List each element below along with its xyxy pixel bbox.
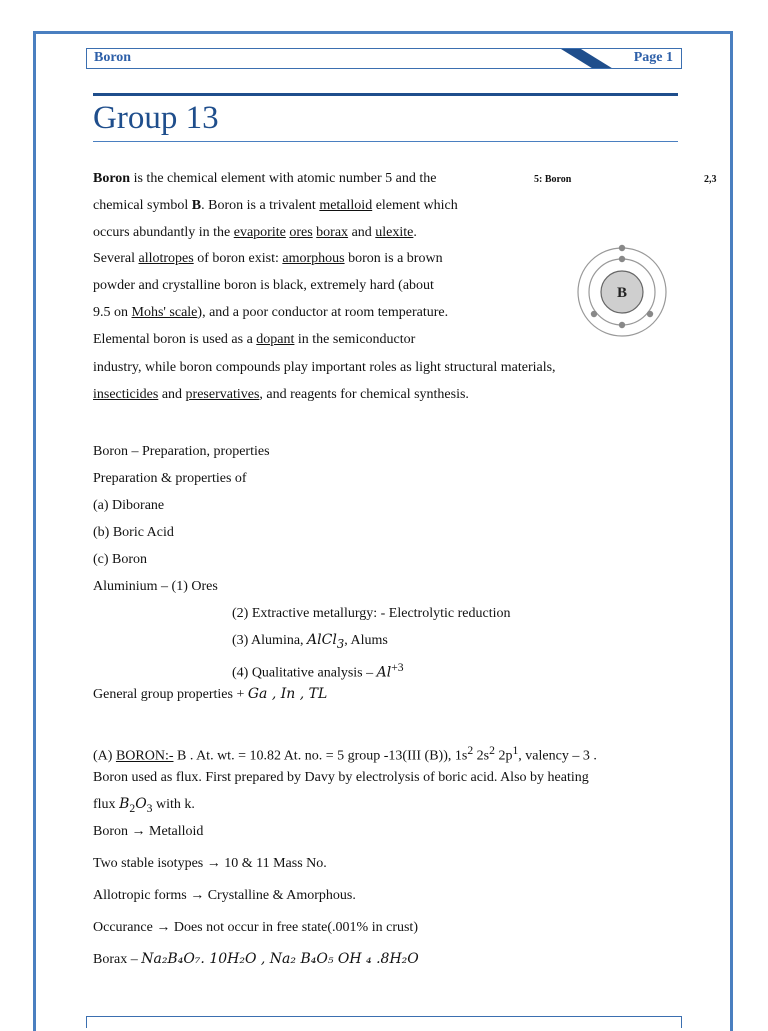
list-item: (4) Qualitative analysis – $Al^{+3}$	[232, 661, 404, 681]
link-insecticides[interactable]: insecticides	[93, 386, 159, 402]
link-amorphous[interactable]: amorphous	[282, 251, 345, 267]
list-item: (2) Extractive metallurgy: - Electrolytic reduction	[232, 606, 511, 621]
page-header	[86, 48, 682, 69]
list-item: General group properties + Ga , In , TL	[93, 686, 328, 702]
link-evaporite[interactable]: evaporite	[233, 224, 286, 240]
outline-list	[93, 438, 510, 708]
list-item: (3) Alumina, AlCl$_3$, Alums	[232, 632, 388, 651]
link-ulexite[interactable]: ulexite	[375, 224, 414, 240]
list-item: (c) Boron	[93, 552, 148, 567]
header-decoration	[555, 49, 625, 69]
intro-paragraph: Boron is the chemical element with atomic number 5 and the chemical symbol B. Boron is a trivalent metalloid element which occurs abundantly in the evaporite ores borax and ulexite. Several allotropes of boron exist: amorphous boron is a brown powder and crystalline boron is black, extremely hard (about 9.5 on Mohs' scale), and a poor conductor at room temperature. Elemental boron is used as a dopant in the semiconductor	[93, 171, 458, 347]
link-mohs-scale[interactable]: Mohs' scale	[131, 304, 198, 320]
boron-section	[93, 737, 597, 973]
link-dopant[interactable]: dopant	[256, 331, 295, 347]
link-preservatives[interactable]: preservatives	[185, 386, 260, 402]
svg-text:B: B	[616, 285, 628, 301]
list-item: Preparation & properties of	[93, 471, 247, 486]
page-footer	[86, 1016, 682, 1028]
link-metalloid[interactable]: metalloid	[319, 197, 373, 213]
electron-configuration: 2,3	[704, 174, 717, 185]
list-item: Aluminium – (1) Ores	[93, 579, 218, 594]
list-item: Two stable isotypes → 10 & 11 Mass No.	[93, 856, 327, 871]
intro-paragraph-cont: industry, while boron compounds play important roles as light structural materials, insecticides and preservatives, and reagents for chemical synthesis.	[93, 360, 556, 402]
list-item: Allotropic forms → Crystalline & Amorphous.	[93, 888, 356, 903]
page-title: Group 13	[93, 100, 219, 136]
title-rule-top	[93, 93, 678, 96]
list-item: (a) Diborane	[93, 498, 165, 513]
link-borax[interactable]: borax	[316, 224, 349, 240]
list-item: Borax – Na₂B₄O₇. 10H₂O , Na₂ B₄O₅ OH ₄ .8H₂O	[93, 951, 419, 967]
list-item: flux $B_2O_3$ with k.	[93, 796, 195, 815]
title-rule-bottom	[93, 141, 678, 142]
list-item: (b) Boric Acid	[93, 525, 174, 540]
link-ores[interactable]: ores	[289, 224, 313, 240]
header-title: Boron	[94, 50, 132, 65]
list-item: Boron used as flux. First prepared by Davy by electrolysis of boric acid. Also by heating	[93, 770, 589, 785]
list-item: Occurance → Does not occur in free state(.001% in crust)	[93, 920, 418, 935]
list-item: Boron → Metalloid	[93, 824, 204, 839]
list-item: Boron – Preparation, properties	[93, 444, 270, 459]
boron-facts-line: (A) BORON:- B . At. wt. = 10.82 At. no. = 5 group -13(III (B)), $1s^2$ $2s^2$ $2p^1$, valency – 3 .	[93, 744, 597, 764]
bohr-model-image	[572, 242, 672, 342]
page-number: Page 1	[633, 50, 673, 65]
element-caption: 5: Boron	[534, 174, 572, 185]
link-allotropes[interactable]: allotropes	[138, 251, 194, 267]
